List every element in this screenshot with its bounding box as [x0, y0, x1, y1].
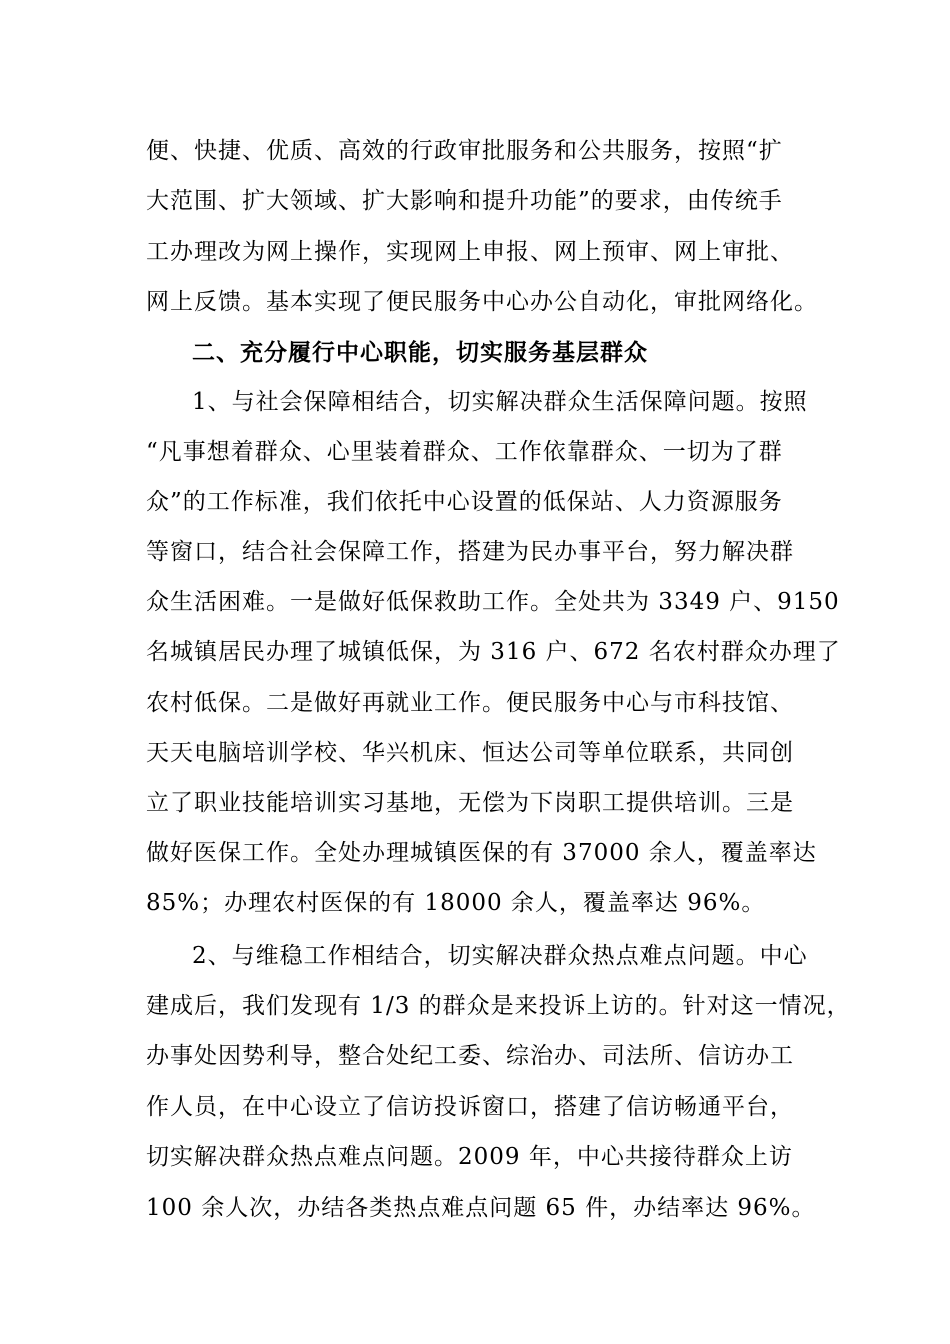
text-line: 众”的工作标准，我们依托中心设置的低保站、人力资源服务 — [146, 489, 783, 515]
text-line: 100 余人次，办结各类热点难点问题 65 件，办结率达 96%。 — [146, 1195, 816, 1221]
text-line: 等窗口，结合社会保障工作，搭建为民办事平台，努力解决群 — [146, 539, 794, 565]
text-line: 建成后，我们发现有 1/3 的群众是来投诉上访的。针对这一情况， — [146, 993, 851, 1019]
text-line: 切实解决群众热点难点问题。2009 年，中心共接待群众上访 — [146, 1144, 793, 1170]
text-line: 做好医保工作。全处办理城镇医保的有 37000 余人，覆盖率达 — [146, 840, 817, 866]
text-line: 天天电脑培训学校、华兴机床、恒达公司等单位联系，共同创 — [146, 740, 794, 766]
text-line: 2、与维稳工作相结合，切实解决群众热点难点问题。中心 — [192, 943, 808, 969]
text-line: 办事处因势利导，整合处纪工委、综治办、司法所、信访办工 — [146, 1043, 794, 1069]
text-line: 大范围、扩大领域、扩大影响和提升功能”的要求，由传统手 — [146, 188, 783, 214]
text-line: “凡事想着群众、心里装着群众、工作依靠群众、一切为了群 — [146, 439, 783, 465]
text-line: 名城镇居民办理了城镇低保，为 316 户、672 名农村群众办理了 — [146, 639, 841, 665]
text-line: 作人员，在中心设立了信访投诉窗口，搭建了信访畅通平台， — [146, 1094, 794, 1120]
text-line: 农村低保。二是做好再就业工作。便民服务中心与市科技馆、 — [146, 690, 794, 716]
text-line: 网上反馈。基本实现了便民服务中心办公自动化，审批网络化。 — [146, 289, 818, 315]
text-line: 工办理改为网上操作，实现网上申报、网上预审、网上审批、 — [146, 239, 794, 265]
text-line: 85%；办理农村医保的有 18000 余人，覆盖率达 96%。 — [146, 890, 766, 916]
text-line: 众生活困难。一是做好低保救助工作。全处共为 3349 户、9150 — [146, 589, 840, 615]
text-line: 1、与社会保障相结合，切实解决群众生活保障问题。按照 — [192, 389, 808, 415]
text-line: 立了职业技能培训实习基地，无偿为下岗职工提供培训。三是 — [146, 790, 794, 816]
section-heading: 二、充分履行中心职能，切实服务基层群众 — [192, 339, 648, 366]
text-line: 便、快捷、优质、高效的行政审批服务和公共服务，按照“扩 — [146, 138, 783, 164]
